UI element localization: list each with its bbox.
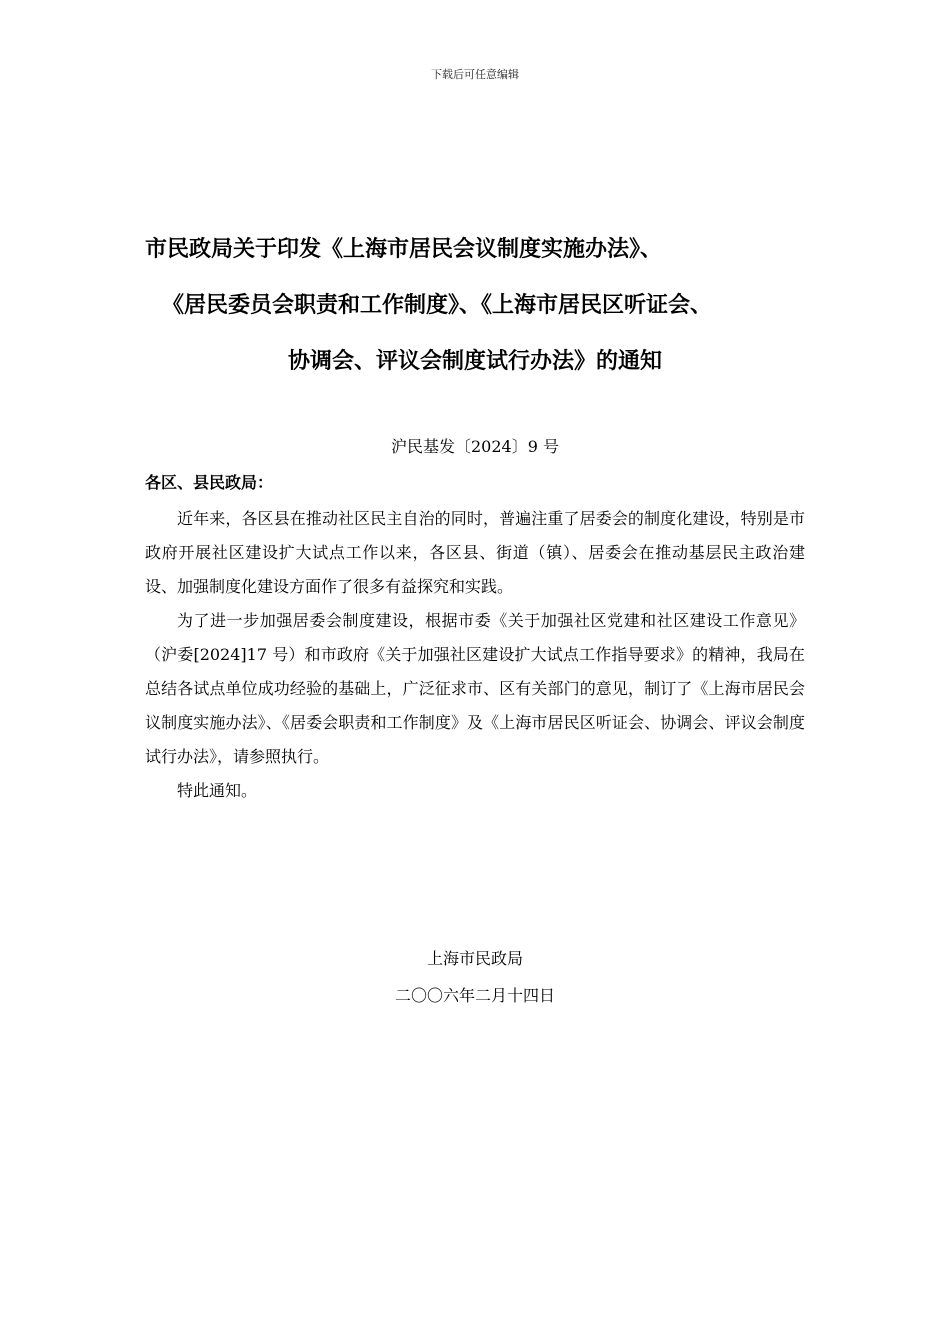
title-line-3: 协调会、评议会制度试行办法》的通知	[287, 349, 662, 374]
page-header: 下载后可任意编辑	[431, 68, 519, 81]
title-line-1: 市民政局关于印发《上海市居民会议制度实施办法》、	[145, 237, 663, 262]
document-title	[120, 228, 830, 396]
signature-organization: 上海市民政局	[426, 949, 523, 968]
signature-date: 二〇〇六年二月十四日	[394, 986, 555, 1005]
body-paragraph-2: 为了进一步加强居委会制度建设，根据市委《关于加强社区党建和社区建设工作意见》（沪委[2024]17 号）和市政府《关于加强社区建设扩大试点工作指导要求》的精神，我局在总结各试点单位成功经验的基础上，广泛征求市、区有关部门的意见，制订了《上海市居民会议制度实施办法》、《居委会职责和工作制度》及《上海市居民区听证会、协调会、评议会制度试行办法》，请参照执行。	[145, 611, 805, 766]
salutation: 各区、县民政局：	[145, 473, 274, 492]
document-body	[145, 502, 805, 808]
body-paragraph-1: 近年来，各区县在推动社区民主自治的同时，普遍注重了居委会的制度化建设，特别是市政府开展社区建设扩大试点工作以来，各区县、街道（镇）、居委会在推动基层民主政治建设、加强制度化建设方面作了很多有益探究和实践。	[145, 509, 805, 596]
body-paragraph-3: 特此通知。	[177, 781, 258, 800]
title-line-2: 《居民委员会职责和工作制度》、《上海市居民区听证会、	[162, 293, 713, 318]
document-number: 沪民基发〔2024〕9 号	[391, 437, 559, 456]
